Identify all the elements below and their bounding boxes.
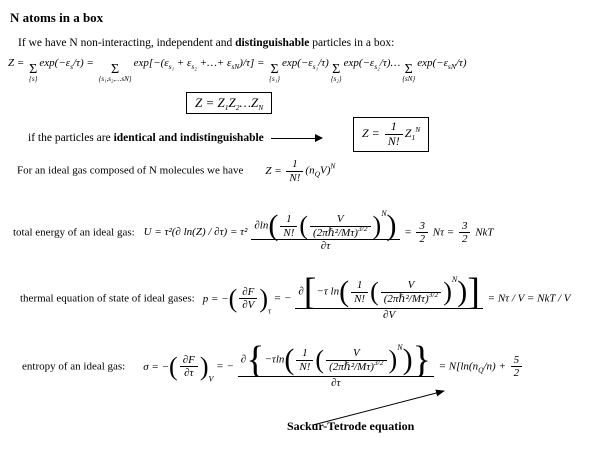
subscript-1: 1: [411, 133, 416, 143]
left-paren: (: [169, 351, 178, 381]
sigma-symbol: Σ: [332, 62, 341, 77]
subscript-Q: Q: [478, 365, 484, 375]
subscript-1: 1: [224, 103, 229, 112]
math-token: = −: [213, 360, 234, 373]
right-paren: ): [388, 345, 398, 375]
intro-bold-distinguishable: distinguishable: [235, 37, 310, 49]
left-brace: {: [246, 339, 265, 381]
fraction-denominator: ∂V: [295, 308, 483, 322]
exponent-3-2: 3/2: [357, 223, 368, 233]
left-paren: (: [299, 211, 309, 241]
fraction-three-halves: [416, 220, 428, 246]
right-paren: ): [199, 351, 209, 381]
fraction-numerator: V: [352, 347, 360, 360]
exponent-3-2: 3/2: [373, 357, 384, 367]
fraction-denominator: ∂τ: [180, 366, 198, 380]
big-fraction: [238, 339, 434, 390]
math-token: =: [401, 226, 415, 239]
fraction-numerator: 3: [419, 219, 425, 232]
entropy-label: entropy of an ideal gas:: [22, 360, 126, 373]
math-token: Z: [404, 126, 412, 141]
left-paren: (: [284, 343, 295, 377]
fraction-denominator: [310, 223, 370, 240]
sum-limit: {s₁}: [269, 75, 280, 84]
big-fraction: [251, 208, 399, 253]
fraction-numerator: V: [336, 213, 344, 225]
math-token: …Z: [239, 95, 259, 110]
sigma-symbol: Σ: [270, 62, 279, 77]
right-paren: ): [457, 275, 468, 309]
fraction-denominator: ∂τ: [238, 376, 434, 390]
subscript-sN: sN: [231, 62, 240, 71]
big-fraction: [295, 271, 483, 322]
fraction: [351, 279, 368, 305]
ideal-gas-line: [17, 158, 335, 184]
subscript-2: 2: [235, 103, 240, 112]
thermal-state-equation: [20, 271, 571, 322]
math-token: Z =: [8, 57, 28, 69]
math-token: −τ ln: [316, 285, 340, 298]
right-paren: ): [372, 211, 382, 241]
sigma-symbol: Σ: [404, 62, 413, 77]
right-paren: ): [443, 277, 452, 307]
fraction: [381, 279, 441, 305]
intro-pre: If we have N non-interacting, independent and: [18, 37, 236, 49]
math-token: exp[−(ε: [133, 57, 169, 69]
subscript-tau: τ: [268, 306, 271, 316]
math-token: Z = Z: [195, 95, 225, 110]
fraction-numerator: 5: [513, 353, 520, 366]
subscript-N: N: [258, 103, 264, 112]
math-token: + ε: [174, 57, 192, 69]
fraction-denominator: N!: [385, 134, 403, 149]
equation-box: [186, 92, 272, 114]
fraction: [280, 213, 297, 239]
fraction-numerator: [238, 339, 434, 381]
subscript-Q: Q: [314, 169, 320, 179]
exponent-N: N: [415, 125, 421, 135]
sum-operator: [269, 63, 280, 83]
left-bracket: [: [303, 271, 317, 313]
exponent-N: N: [330, 161, 336, 171]
sum-operator: [99, 63, 132, 83]
fraction-numerator: [295, 271, 483, 313]
fraction-numerator: V: [407, 279, 415, 292]
subscript-s: s: [70, 62, 73, 71]
energy-label: total energy of an ideal gas:: [13, 226, 135, 239]
fraction-numerator: 3: [461, 219, 468, 232]
math-token: −τln: [264, 353, 285, 366]
left-paren: (: [315, 345, 325, 375]
ideal-gas-text: For an ideal gas composed of N molecules we have: [17, 164, 244, 177]
fraction-numerator: 1: [356, 279, 363, 292]
math-token: p = −: [202, 292, 229, 305]
subscript-s1: s₁: [168, 62, 175, 71]
fraction-denominator: N!: [351, 292, 368, 306]
math-token: = −: [270, 292, 292, 305]
exponent-N: N: [381, 208, 387, 218]
subscript-s2: s₂: [374, 62, 380, 71]
exponent-N: N: [397, 342, 403, 352]
sum-operator: [331, 63, 342, 83]
fraction-denominator: N!: [280, 226, 297, 240]
math-token: Z =: [265, 164, 285, 177]
fraction-denominator: 2: [459, 232, 471, 246]
math-token: (n: [305, 164, 315, 177]
intro-text: [18, 36, 394, 50]
math-token: +…+ ε: [196, 57, 232, 69]
left-paren: (: [228, 283, 238, 313]
fraction-numerator: ∂F: [182, 353, 195, 366]
math-token: exp(−ε: [281, 57, 313, 69]
sigma-symbol: Σ: [111, 62, 120, 77]
math-token: σ = −: [143, 360, 170, 373]
identical-bold: identical and indistinguishable: [113, 132, 264, 144]
indistinguishable-equation-box: [353, 117, 429, 152]
identical-statement: [28, 131, 326, 145]
subscript-s2: s₂: [191, 62, 197, 71]
subscript-s1: s₁: [312, 62, 319, 71]
equation-box: [353, 117, 429, 152]
sackur-tetrode-label: Sackur-Tetrode equation: [287, 419, 415, 433]
math-token: exp(−ε: [343, 57, 375, 69]
right-paren: ): [402, 343, 413, 377]
math-token: ∂: [240, 353, 247, 366]
fraction-denominator: N!: [286, 171, 303, 185]
fraction-numerator: 1: [302, 347, 308, 360]
subscript-sN: sN: [447, 62, 456, 71]
sum-limit: {s₂}: [330, 75, 342, 84]
sum-limit: {sN}: [402, 75, 416, 84]
fraction-numerator: 1: [286, 213, 292, 225]
fraction-numerator: 1: [292, 158, 298, 170]
left-paren: (: [370, 277, 379, 307]
exponent-N: N: [451, 274, 458, 284]
math-token: U = τ²(∂ ln(Z) / ∂τ) = τ²: [143, 226, 248, 239]
math-token: = Nτ / V = NkT / V: [484, 292, 571, 305]
right-paren: ): [259, 283, 269, 313]
math-token: ∂ln: [254, 219, 269, 232]
partition-function-equation: [8, 57, 467, 83]
sigma-symbol: Σ: [29, 62, 38, 77]
fraction-denominator: ∂τ: [251, 239, 399, 253]
sum-limit: {s₁,s₂,…sN}: [98, 75, 132, 84]
math-token: (2πℏ²/Mτ): [383, 292, 429, 305]
math-token: V): [320, 164, 331, 177]
identical-pre: if the particles are: [28, 132, 114, 144]
math-token: )/τ] =: [239, 57, 268, 69]
fraction: [296, 347, 313, 373]
fraction: [310, 213, 370, 239]
math-token: /n) +: [483, 360, 509, 373]
right-bracket: ]: [467, 271, 480, 313]
fraction-denominator: ∂V: [239, 298, 257, 312]
math-token: Z: [228, 95, 236, 110]
subscript-V: V: [208, 374, 214, 384]
math-token: = N[ln(n: [435, 360, 479, 373]
right-brace: }: [412, 339, 431, 381]
fraction-dF-dtau: [180, 354, 198, 380]
fraction: [286, 158, 303, 184]
intro-post: particles in a box:: [309, 37, 395, 49]
fraction: [385, 120, 403, 149]
math-token: (2πℏ²/Mτ): [329, 360, 374, 373]
math-token: /τ) =: [72, 57, 97, 69]
fraction-dF-dV: [239, 286, 257, 312]
math-token: Nτ =: [429, 226, 457, 239]
math-token: ∂: [298, 285, 304, 298]
left-paren: (: [339, 275, 350, 309]
sum-operator: [29, 63, 37, 83]
fraction-five-halves: [511, 354, 523, 380]
page-title: N atoms in a box: [10, 10, 104, 25]
fraction-three-halves: [459, 220, 471, 246]
math-token: /τ): [318, 57, 329, 69]
sum-limit: {s}: [29, 75, 38, 84]
fraction-numerator: 1: [390, 119, 397, 133]
exponent-3-2: 3/2: [428, 289, 439, 299]
math-token: exp(−ε: [417, 57, 448, 69]
fraction-numerator: [251, 208, 399, 243]
math-token: Z =: [362, 126, 383, 141]
fraction-denominator: [381, 289, 441, 306]
left-paren: (: [268, 209, 279, 243]
math-token: NkT: [472, 226, 494, 239]
math-token: (2πℏ²/Mτ): [313, 226, 358, 239]
fraction-numerator: ∂F: [242, 285, 255, 298]
sum-operator: [402, 63, 415, 83]
right-paren: ): [386, 209, 397, 243]
fraction-denominator: [326, 357, 386, 374]
math-token: /τ)…: [379, 57, 401, 69]
math-token: exp(−ε: [39, 57, 71, 69]
fraction: [326, 347, 386, 373]
math-token: /τ): [455, 57, 467, 69]
entropy-equation: [22, 339, 524, 390]
fraction-denominator: 2: [511, 366, 523, 380]
arrow-right-icon: [271, 134, 323, 143]
fraction-denominator: N!: [296, 360, 313, 374]
product-form-equation-box: [186, 92, 272, 114]
fraction-denominator: 2: [416, 232, 428, 246]
total-energy-equation: [13, 208, 494, 253]
thermal-label: thermal equation of state of ideal gases:: [20, 292, 195, 305]
